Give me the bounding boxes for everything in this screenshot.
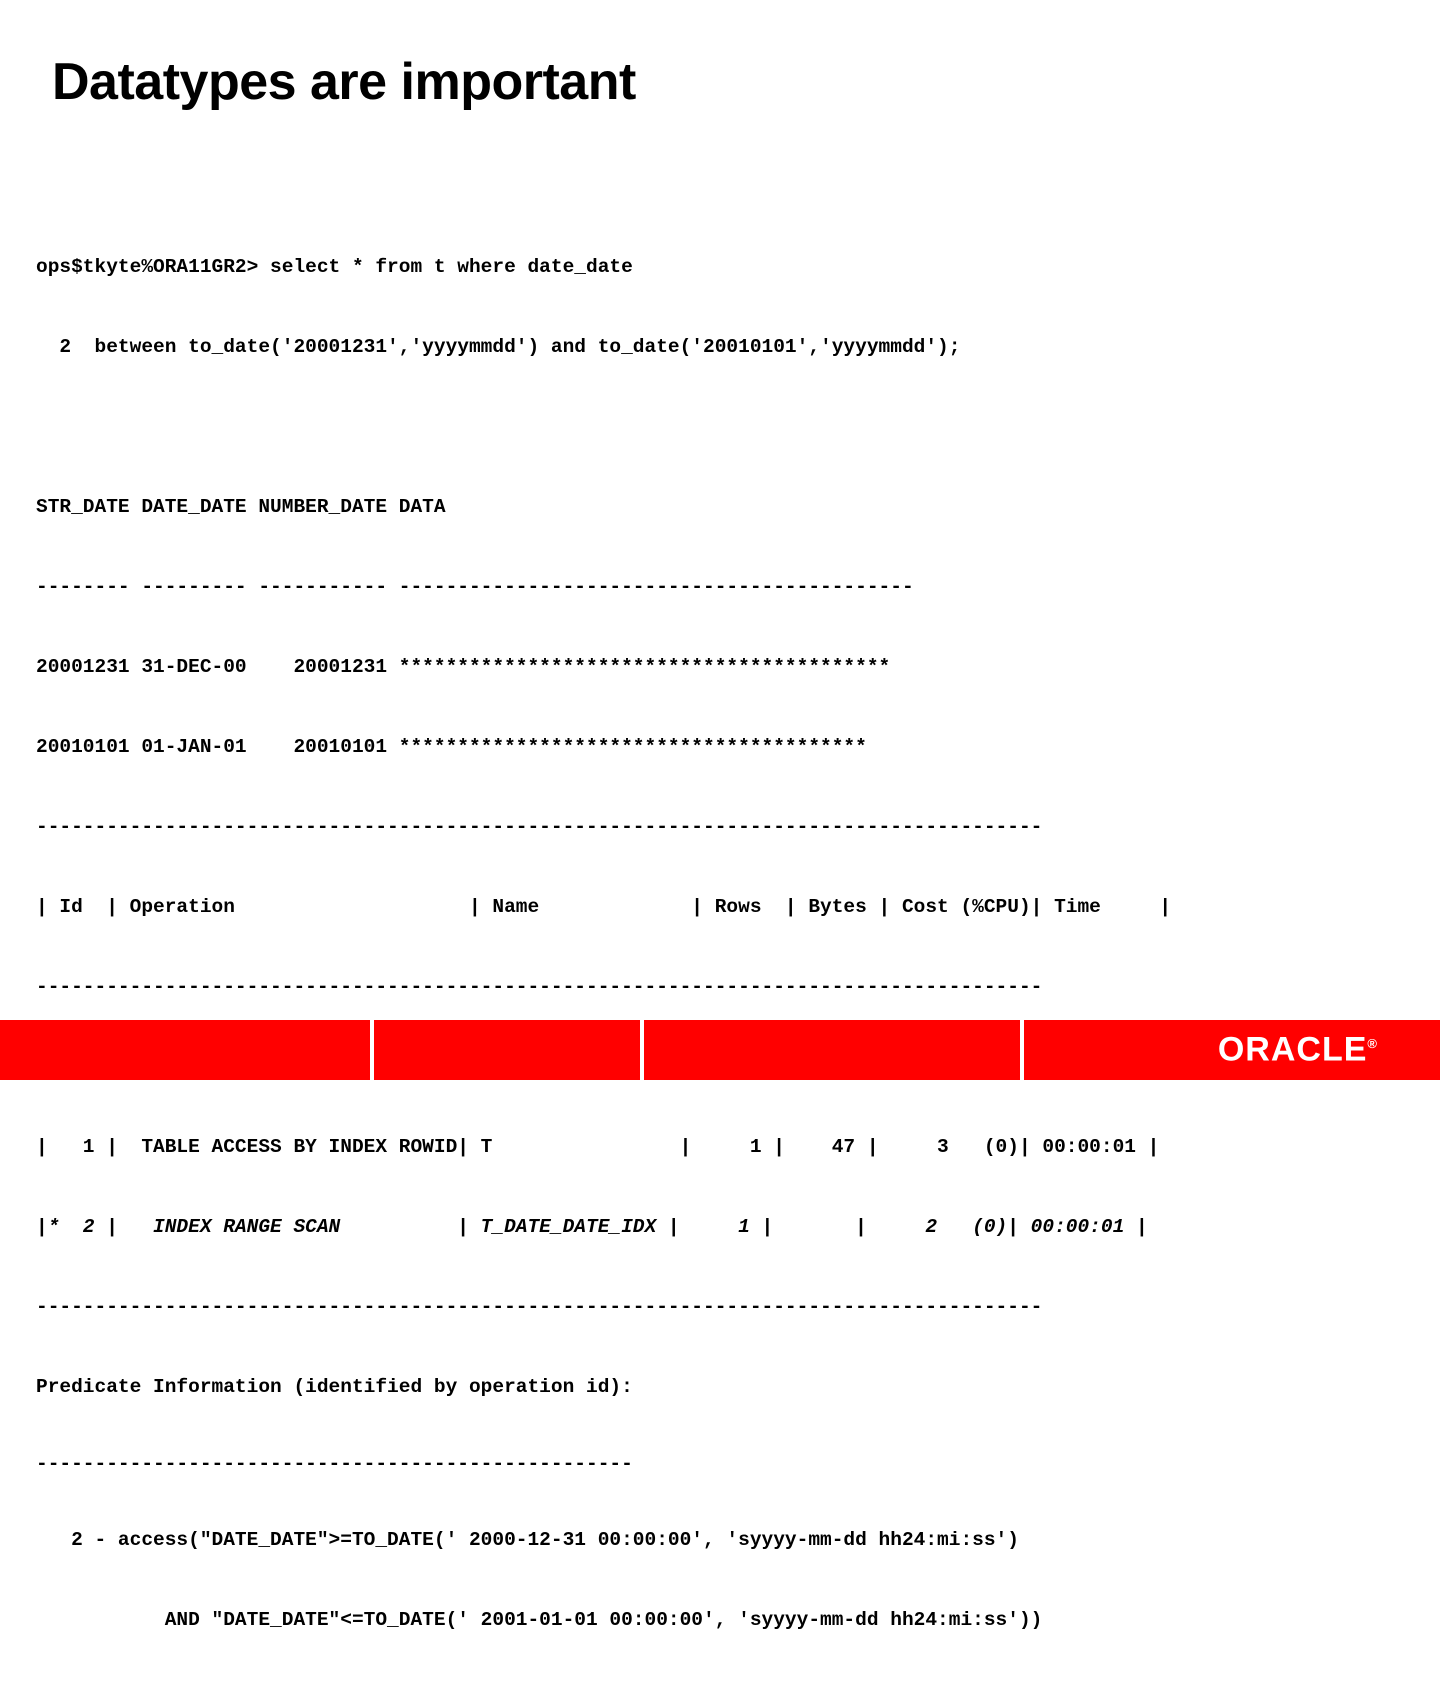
code-line-highlighted: |* 2 | INDEX RANGE SCAN | T_DATE_DATE_IDX | 1 | | 2 (0)| 00:00:01 | (36, 1216, 1148, 1238)
code-line: AND "DATE_DATE"<=TO_DATE(' 2001-01-01 00:00:00', 'syyyy-mm-dd hh24:mi:ss')) (36, 1609, 1043, 1631)
code-line: | Id | Operation | Name | Rows | Bytes | Cost (%CPU)| Time | (36, 896, 1172, 918)
code-line: 2 - access("DATE_DATE">=TO_DATE(' 2000-12-31 00:00:00', 'syyyy-mm-dd hh24:mi:ss') (36, 1529, 1019, 1551)
code-line: 20001231 31-DEC-00 20001231 ****************************************** (36, 656, 891, 678)
code-line: -------------------------------------------------------------------------------------- (36, 1296, 1043, 1318)
code-line: --------------------------------------------------- (36, 1453, 633, 1475)
registered-trademark-icon: ® (1367, 1036, 1378, 1052)
footer-bar (0, 1020, 1440, 1080)
code-line: ops$tkyte%ORA11GR2> select * from t where date_date (36, 256, 633, 278)
code-line: Predicate Information (identified by operation id): (36, 1376, 633, 1398)
code-line: | 1 | TABLE ACCESS BY INDEX ROWID| T | 1 | 47 | 3 (0)| 00:00:01 | (36, 1136, 1160, 1158)
oracle-logo-text: ORACLE (1217, 1030, 1368, 1069)
footer-divider (1020, 1020, 1024, 1080)
code-line: 2 between to_date('20001231','yyyymmdd') and to_date('20010101','yyyymmdd'); (36, 336, 961, 358)
oracle-logo (1218, 1031, 1378, 1070)
footer-divider (370, 1020, 374, 1080)
page-title: Datatypes are important (52, 53, 636, 111)
code-line (36, 407, 1416, 448)
code-line: -------- --------- ----------- -------------------------------------------- (36, 576, 914, 598)
footer-divider (640, 1020, 644, 1080)
code-line: 20010101 01-JAN-01 20010101 **************************************** (36, 736, 867, 758)
terminal-output (36, 208, 1416, 1680)
code-line: -------------------------------------------------------------------------------------- (36, 976, 1043, 998)
code-line: -------------------------------------------------------------------------------------- (36, 816, 1043, 838)
code-line: STR_DATE DATE_DATE NUMBER_DATE DATA (36, 496, 446, 518)
